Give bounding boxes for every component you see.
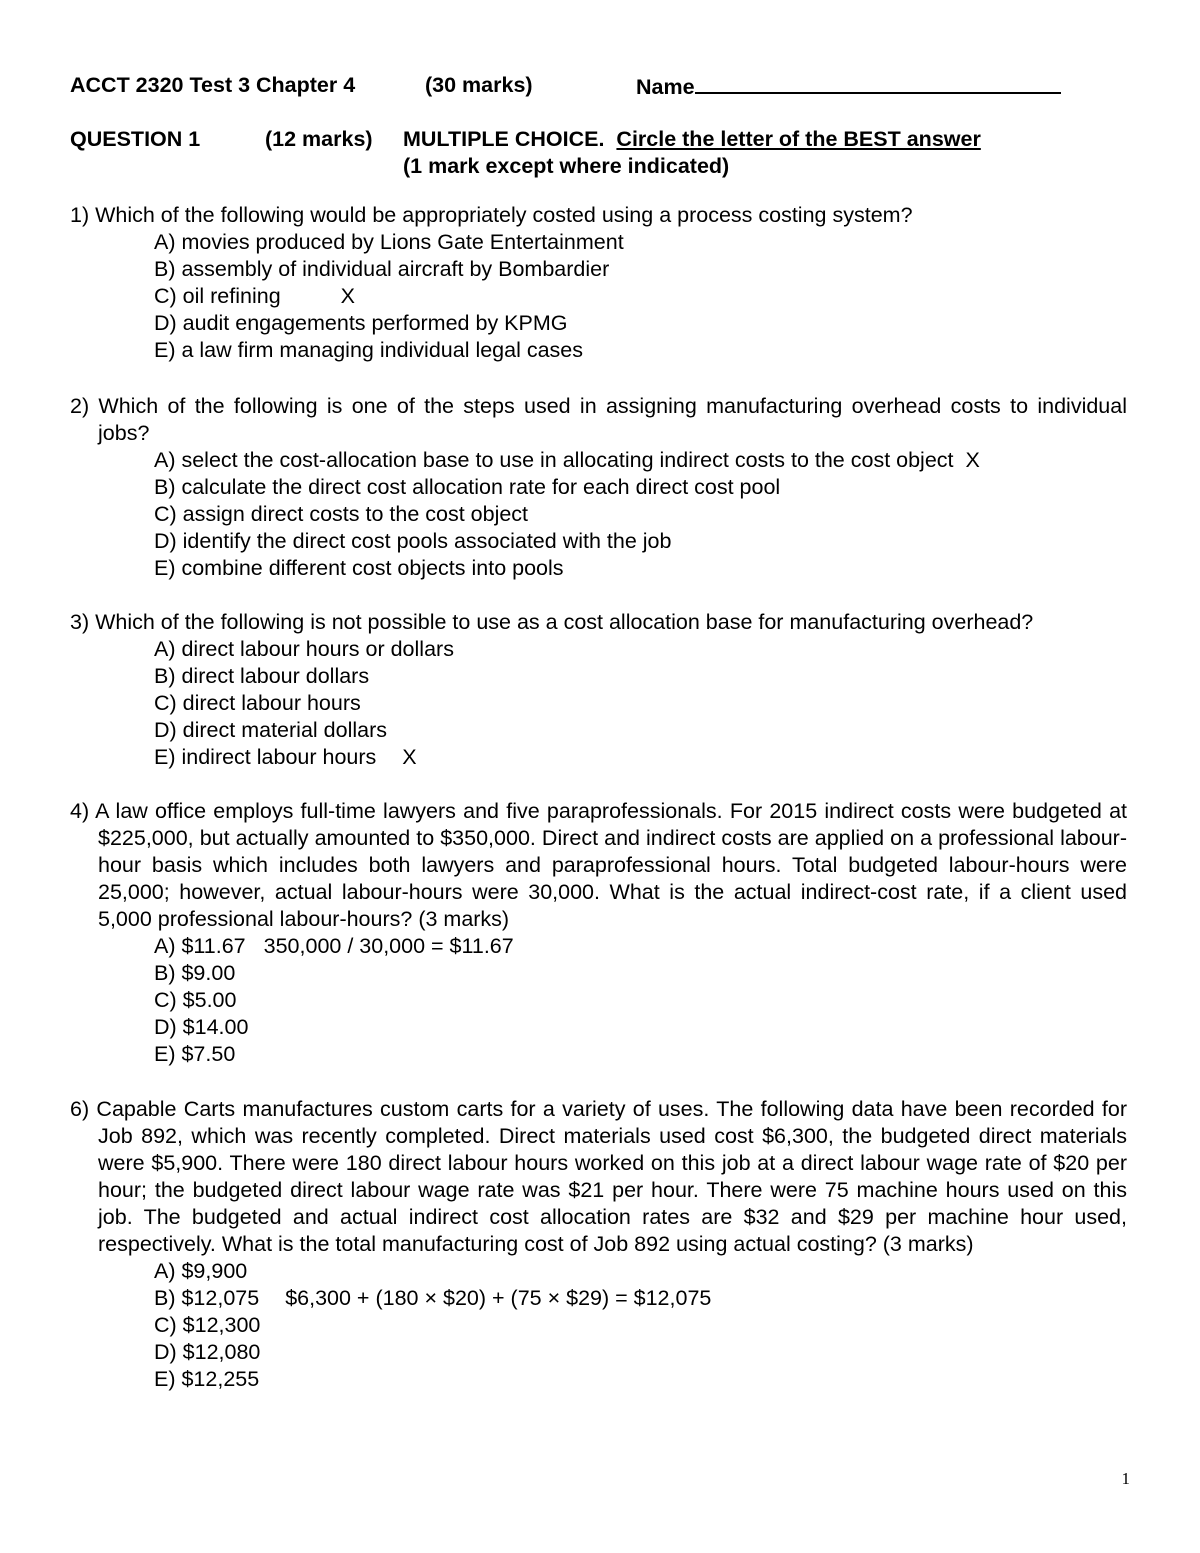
answer-working: 350,000 / 30,000 = $11.67 [263,934,514,958]
question-1-label: QUESTION 1 [70,127,201,151]
option-text: A) direct labour hours or dollars [154,637,454,661]
option-text: E) $7.50 [154,1042,236,1066]
option-text: D) $12,080 [154,1340,261,1364]
question-stem: 1) Which of the following would be appropriately costed using a process costing system? [70,203,913,227]
option-text: D) $14.00 [154,1015,249,1039]
answer-option[interactable] [154,1041,1127,1068]
question-stem: 2) Which of the following is one of the steps used in assigning manufacturing overhead costs to individual jobs? [70,394,1127,445]
answer-option[interactable] [154,555,1127,582]
answer-working: $6,300 + (180 × $20) + (75 × $29) = $12,075 [285,1286,712,1310]
question-item [70,1096,1127,1393]
question-1-instruction: Circle the letter of the BEST answer [616,127,981,151]
answer-option[interactable] [154,663,1127,690]
answer-option[interactable] [154,987,1127,1014]
option-text: A) $11.67 [154,934,246,958]
answer-options [154,229,1127,364]
question-item [70,798,1127,1068]
option-text: D) direct material dollars [154,718,387,742]
question-stem: 3) Which of the following is not possible to use as a cost allocation base for manufacturing overhead? [70,610,1034,634]
answer-option[interactable] [154,1285,1127,1312]
option-text: B) direct labour dollars [154,664,370,688]
option-text: B) assembly of individual aircraft by Bombardier [154,257,610,281]
answer-option[interactable] [154,1014,1127,1041]
answer-option[interactable] [154,256,1127,283]
option-text: B) calculate the direct cost allocation rate for each direct cost pool [154,475,781,499]
option-text: D) audit engagements performed by KPMG [154,311,568,335]
option-text: A) $9,900 [154,1259,248,1283]
name-blank-line[interactable] [695,72,1061,94]
answer-options [154,636,1127,771]
question-1-type-label: MULTIPLE CHOICE. [403,127,605,151]
option-text: A) movies produced by Lions Gate Entertainment [154,230,624,254]
answer-option[interactable] [154,474,1127,501]
question-item [70,609,1127,771]
option-text: E) $12,255 [154,1367,260,1391]
question-1-header [70,126,981,153]
option-text: C) $5.00 [154,988,237,1012]
question-stem: 6) Capable Carts manufactures custom carts for a variety of uses. The following data have been recorded for Job 892, which was recently completed. Direct materials used cost $6,300, the budgeted direct materials were $5,900. There were 180 direct labour hours worked on this job at a direct labour wage rate of $20 per hour; the budgeted direct labour wage rate was $21 per hour. There were 75 machine hours used on this job. The budgeted and actual indirect cost allocation rates are $32 and $29 per machine hour used, respectively. What is the total manufacturing cost of Job 892 using actual costing? (3 marks) [70,1097,1127,1256]
answer-option[interactable] [154,1258,1127,1285]
answer-option[interactable] [154,744,1127,771]
answer-option[interactable] [154,690,1127,717]
option-text: C) oil refining [154,284,281,308]
question-stem: 4) A law office employs full-time lawyers and five paraprofessionals. For 2015 indirect costs were budgeted at $225,000, but actually amounted to $350,000. Direct and indirect costs are applied on a professional labour-hour basis which includes both lawyers and paraprofessional hours. Total budgeted labour-hours were 25,000; however, actual labour-hours were 30,000. What is the actual indirect-cost rate, if a client used 5,000 professional labour-hours? (3 marks) [70,799,1127,931]
answer-option[interactable] [154,960,1127,987]
option-text: B) $9.00 [154,961,236,985]
answer-mark: X [965,448,980,472]
option-text: D) identify the direct cost pools associated with the job [154,529,672,553]
answer-option[interactable] [154,636,1127,663]
question-item [70,202,1127,364]
name-field[interactable] [636,72,1061,101]
page-number: 1 [1121,1469,1130,1488]
answer-option[interactable] [154,283,1127,310]
option-text: B) $12,075 [154,1286,260,1310]
answer-option[interactable] [154,1312,1127,1339]
answer-option[interactable] [154,717,1127,744]
answer-option[interactable] [154,229,1127,256]
option-text: E) a law firm managing individual legal cases [154,338,584,362]
question-item [70,393,1127,582]
option-text: C) $12,300 [154,1313,261,1337]
answer-option[interactable] [154,310,1127,337]
question-1-marks: (12 marks) [265,127,373,151]
option-text: E) combine different cost objects into pools [154,556,564,580]
answer-mark: X [402,745,417,769]
option-text: E) indirect labour hours [154,745,377,769]
answer-option[interactable] [154,528,1127,555]
name-label: Name [636,75,695,99]
answer-option[interactable] [154,447,1127,474]
test-title: ACCT 2320 Test 3 Chapter 4 [70,73,356,97]
option-text: A) select the cost-allocation base to use in allocating indirect costs to the cost object [154,448,954,472]
answer-mark: X [340,284,356,308]
question-1-note: (1 mark except where indicated) [403,154,730,178]
answer-option[interactable] [154,933,1127,960]
question-1-type [403,126,981,153]
answer-options [154,933,1127,1068]
answer-options [154,447,1127,582]
option-text: C) assign direct costs to the cost object [154,502,529,526]
option-text: C) direct labour hours [154,691,361,715]
answer-option[interactable] [154,501,1127,528]
test-header [70,72,695,99]
test-total-marks: (30 marks) [425,73,533,97]
answer-option[interactable] [154,1339,1127,1366]
answer-options [154,1258,1127,1393]
answer-option[interactable] [154,1366,1127,1393]
answer-option[interactable] [154,337,1127,364]
